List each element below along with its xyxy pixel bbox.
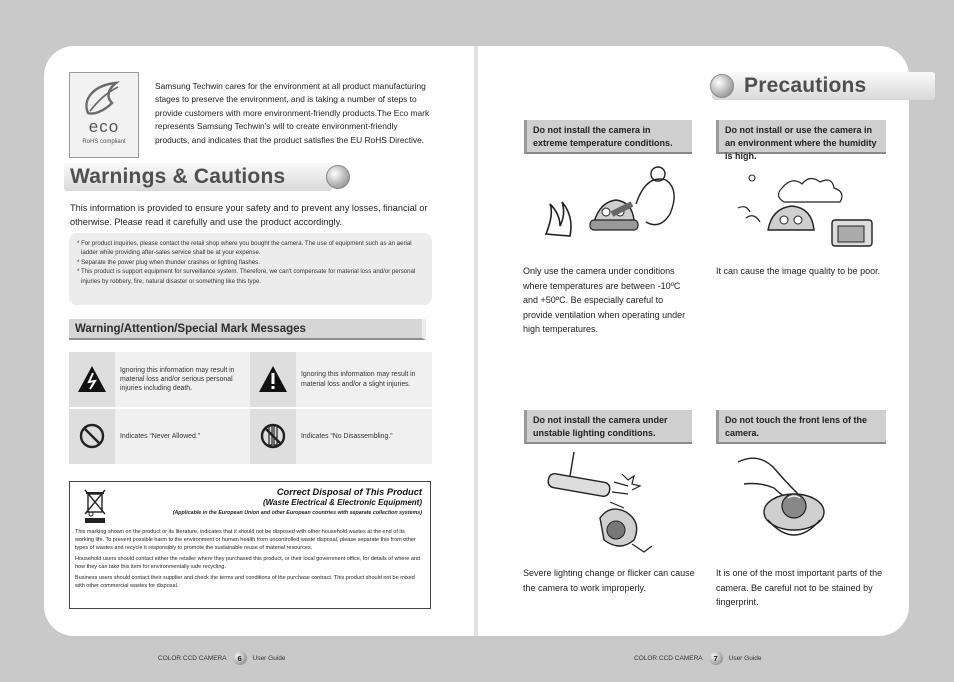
prohibited-icon: [69, 409, 115, 464]
footer-product: COLOR CCD CAMERA: [158, 654, 227, 662]
notes-box: [69, 233, 432, 305]
mark-text: Ignoring this information may result in material loss and/or a slight injuries.: [296, 352, 432, 407]
mark-icon-cell: [250, 352, 296, 407]
heading-ball-icon: [326, 165, 350, 189]
lightning-warning-icon: [69, 352, 115, 407]
note-item: * For product inquiries, please contact the retail shop where you bought the camera. The use of equipment such as an aerial ladder while providing after-sales service shall be at your expense.: [77, 240, 412, 257]
precaution-text: It is one of the most important parts of the camera. Be careful not to be stained by fingerprint.: [716, 568, 883, 608]
precaution-text: Severe lighting change or flicker can cause the camera to work improperly.: [523, 568, 695, 593]
eco-intro-text: Samsung Techwin cares for the environment at all product manufacturing stages to preserve the environment, and is taking a number of steps to provide customers with more environment-friendly products.The Eco mark represents Samsung Techwin's will to create environment-friendly products, and indicates that the product satisfies the EU RoHS Directive.: [155, 81, 430, 145]
flicker-light-illustration: [540, 452, 690, 562]
footer-guide: User Guide: [252, 654, 286, 662]
heat-camera-illustration: [536, 164, 686, 254]
disposal-paragraph: This marking shown on the product or its literature, indicates that it should not be disposed with other household wastes at the end of its working life. To prevent possible harm to the environment or human health from uncontrolled waste disposal, please separate this from other types of wastes and recycle it responsibly to promote the sustainable reuse of material resources.: [75, 529, 416, 551]
mark-text: Indicates “Never Allowed.”: [115, 409, 250, 464]
precaution-text: Only use the camera under conditions where temperatures are between -10ºC and +50ºC. Be especially careful to provide ventilation when operating under high temperatures.: [523, 266, 686, 335]
leaf-swirl-icon: [78, 79, 130, 119]
mark-text: Indicates “No Disassembling.”: [296, 409, 432, 464]
finger-lens-illustration: [734, 448, 864, 558]
mark-text: Ignoring this information may result in material loss and/or serious personal injuries including death.: [115, 352, 250, 407]
eco-word: eco: [88, 117, 120, 136]
disposal-subtitle: (Waste Electrical & Electronic Equipment): [262, 498, 422, 507]
exclamation-warning-icon: [250, 352, 296, 407]
footer-guide: User Guide: [728, 654, 762, 662]
mark-icon-cell: [69, 352, 115, 407]
left-footer: [158, 651, 286, 665]
crossed-bin-icon: [82, 486, 108, 524]
precaution-text: It can cause the image quality to be poor.: [716, 266, 881, 276]
mark-icon-cell: [250, 409, 296, 464]
note-item: * This product is support equipment for surveillance system. Therefore, we can't compensate for material loss and/or personal injuries by robbery, fire, natural disaster or something like this type.: [77, 268, 416, 285]
page-number: 6: [233, 651, 247, 665]
precautions-heading: Precautions: [712, 72, 935, 100]
precaution-title: Do not install the camera under unstable lighting conditions.: [524, 410, 692, 444]
disposal-paragraph: Business users should contact their supplier and check the terms and conditions of the purchase contract. This product should not be mixed with other commercial wastes for disposal.: [75, 575, 415, 589]
disposal-note: (Applicable in the European Union and other European countries with separate collection systems): [172, 510, 422, 516]
rohs-caption: RoHS compliant: [82, 139, 126, 145]
weee-disposal-box: [69, 481, 431, 609]
note-item: * Separate the power plug when thunder crashes or lighting flashes.: [77, 258, 260, 266]
disposal-paragraph: Household users should contact either the retailer where they purchased this product, or their local government office, for details of where and how they can take this item for environmentally safe recycling.: [75, 556, 421, 570]
footer-product: COLOR CCD CAMERA: [634, 654, 703, 662]
precaution-title: Do not install or use the camera in an environment where the humidity is high.: [716, 120, 886, 154]
eco-logo: [69, 72, 139, 158]
warnings-heading: Warnings & Cautions: [64, 163, 332, 191]
heading-ball-icon: [710, 74, 734, 98]
mark-messages-table: [69, 352, 432, 464]
right-footer: [634, 651, 762, 665]
mark-icon-cell: [69, 409, 115, 464]
warnings-lead: This information is provided to ensure your safety and to prevent any losses, financial or otherwise. Please read it carefully and use the product accordingly.: [70, 203, 428, 227]
page-number: 7: [709, 651, 723, 665]
disposal-title: Correct Disposal of This Product: [276, 487, 422, 497]
humidity-camera-illustration: [732, 168, 882, 258]
page-gutter: [474, 46, 478, 636]
marks-heading: Warning/Attention/Special Mark Messages: [69, 319, 426, 340]
disposal-body: [75, 528, 425, 593]
precaution-title: Do not install the camera in extreme temperature conditions.: [524, 120, 692, 154]
precaution-title: Do not touch the front lens of the camera.: [716, 410, 886, 444]
no-disassembling-icon: [250, 409, 296, 464]
